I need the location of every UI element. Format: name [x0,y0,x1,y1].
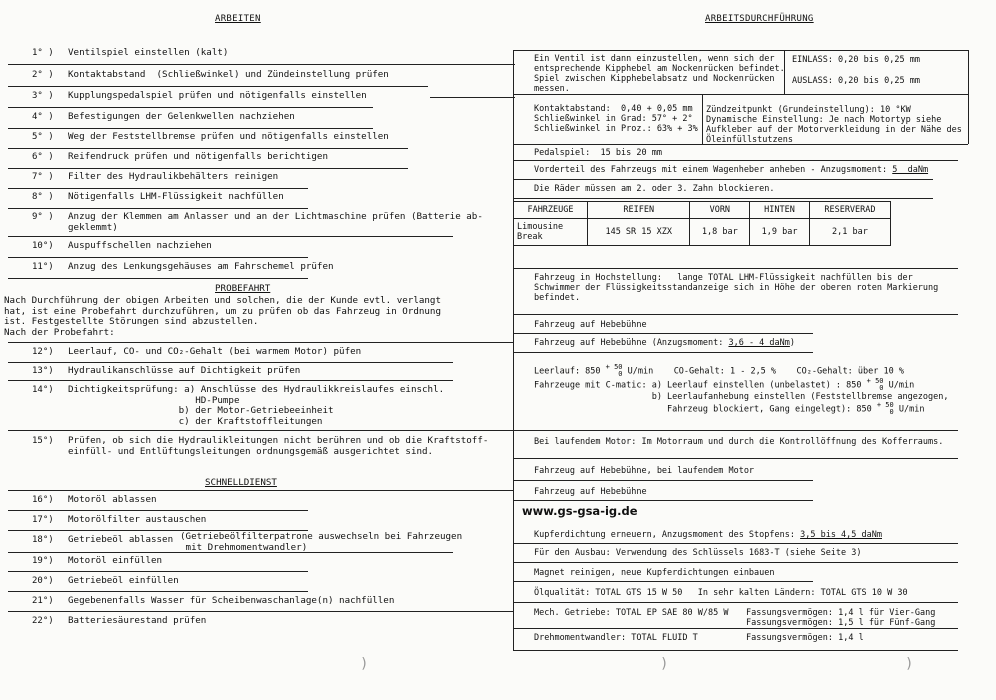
table-header: FAHRZEUGE [514,202,588,219]
task-text: Motoröl einfüllen [68,555,163,566]
task-text: Gegebenenfalls Wasser für Scheibenwaschanlage(n) nachfüllen [68,595,395,606]
table-header: VORN [690,202,750,219]
converter-capacity: Fassungsvermögen: 1,4 l [746,633,864,643]
copper-torque: 3,5 bis 4,5 daNm [800,530,882,540]
task-text: Motorölfilter austauschen [68,514,207,525]
divider [513,581,813,582]
task-number: 4° ) [32,112,54,122]
divider [8,510,308,511]
ignition-specs: Zündzeitpunkt (Grundeinstellung): 10 °KW Dynamische Einstellung: Je nach Motortyp siehe Aufkleber auf der Motorverkleidung in der Nähe des Öleinfüllstutzens [706,105,962,145]
task-number: 5° ) [32,132,54,142]
oil-quality-text: Ölqualität: TOTAL GTS 15 W 50 In sehr kalten Ländern: TOTAL GTS 10 W 30 [534,588,908,598]
task-number: 17°) [32,515,54,525]
task-number: 7° ) [32,172,54,182]
divider [784,50,785,94]
lhm-text: Fahrzeug in Hochstellung: lange TOTAL LHM-Flüssigkeit nachfüllen bis der Schwimmer der Flüssigkeitsstandanzeige sich in Höhe der oberen roten Markierung befindet. [534,273,939,303]
task-text: Hydraulikanschlüsse auf Dichtigkeit prüfen [68,365,301,376]
lift-text-2 [534,338,795,348]
divider [513,562,958,563]
task-text: Weg der Feststellbremse prüfen und nötigenfalls einstellen [68,131,389,142]
lift-text-4: Fahrzeug auf Hebebühne [534,487,647,497]
table-cell: 145 SR 15 XZX [587,219,690,246]
idle1-label: Leerlauf: 850 [534,366,606,377]
divider [513,333,813,334]
table-header: HINTEN [750,202,810,219]
jack-torque: 5 daNm [892,165,929,175]
divider [513,458,958,459]
divider [513,144,968,145]
task-number: 15°) [32,436,54,446]
idle2-rest: U/min [883,380,915,391]
jack-text [534,165,928,175]
task-number: 20°) [32,576,54,586]
right-frame-right [968,50,969,144]
header-arbeiten: ARBEITEN [215,14,261,24]
divider [8,591,308,592]
divider [513,628,958,629]
task-number: 2° ) [32,70,54,80]
probefahrt-title: PROBEFAHRT [215,283,271,294]
task-number: 19°) [32,556,54,566]
divider [8,430,453,431]
lift-text-3: Fahrzeug auf Hebebühne, bei laufendem Motor [534,466,755,476]
contact-specs: Kontaktabstand: 0,40 + 0,05 mm Schließwinkel in Grad: 57° + 2° Schließwinkel in Proz.: 63% + 3% [534,104,698,134]
task-number: 11°) [32,262,54,272]
table-header: REIFEN [587,202,690,219]
connector [453,490,513,491]
task18-note: (Getriebeölfilterpatrone auswechseln bei Fahrzeugen mit Drehmomentwandler) [180,531,463,553]
task-text: Nötigenfalls LHM-Flüssigkeit nachfüllen [68,191,284,202]
connector [305,64,515,65]
idle3-rest: U/min [893,404,925,415]
task-text: Getriebeöl ablassen [68,534,174,545]
divider [513,314,958,315]
task-text: Leerlauf, CO- und CO₂-Gehalt (bei warmem Motor) püfen [68,346,362,357]
divider [702,94,703,144]
task-number: 16°) [32,495,54,505]
divider [513,480,813,481]
task-text: Kupplungspedalspiel prüfen und nötigenfalls einstellen [68,90,367,101]
task-text: Anzug der Klemmen am Anlasser und an der Lichtmaschine prüfen (Batterie ab- geklemmt) [68,211,483,233]
divider [8,611,453,612]
divider [8,86,428,87]
copper-label: Kupferdichtung erneuern, Anzugsmoment des Stopfens: [534,530,801,540]
lift2-torque: 3,6 - 4 daNm [728,338,790,348]
idle2-tolerance: + 50 0 [866,377,884,392]
task-number: 9° ) [32,212,54,222]
task-text: Befestigungen der Gelenkwellen nachziehen [68,111,295,122]
divider [513,543,958,544]
table-cell: 1,9 bar [750,219,810,246]
removal-text: Für den Ausbau: Verwendung des Schlüssels 1683-T (siehe Seite 3) [534,548,862,558]
divider [513,430,958,431]
copper-seal-text [534,530,882,540]
divider [8,490,453,491]
divider [8,552,453,553]
idle1-rest: U/min CO-Gehalt: 1 - 2,5 % CO₂-Gehalt: über 10 % [622,366,904,377]
task-text: Auspuffschellen nachziehen [68,240,212,251]
magnet-text: Magnet reinigen, neue Kupferdichtungen einbauen [534,568,775,578]
divider [8,107,373,108]
divider [513,500,813,501]
divider [8,168,408,169]
task-number: 22°) [32,616,54,626]
divider [513,602,958,603]
divider [8,278,308,279]
task-number: 14°) [32,385,54,395]
lift2-close: ) [789,338,796,348]
idle1-tolerance: + 50 0 [605,363,623,378]
header-arbeitsdurchfuehrung: ARBEITSDURCHFÜHRUNG [705,14,814,24]
task-number: 10°) [32,241,54,251]
task-text: Anzug des Lenkungsgehäuses am Fahrschemel prüfen [68,261,334,272]
divider [8,208,308,209]
task-text: Getriebeöl einfüllen [68,575,179,586]
table-cell: 2,1 bar [809,219,890,246]
task-text: Motoröl ablassen [68,494,157,505]
task-number: 18°) [32,535,54,545]
schnelldienst-title: SCHNELLDIENST [205,477,277,488]
table-header: RESERVERAD [809,202,890,219]
punch-mark: ) [360,656,369,672]
valve-text: Ein Ventil ist dann einzustellen, wenn sich der entsprechende Kipphebel am Nockenrücken befindet. Spiel zwischen Kipphebelabsatz und Nockenrücken messen. [534,54,785,94]
lift-text-1: Fahrzeug auf Hebebühne [534,320,647,330]
divider [513,179,933,180]
task-text: Prüfen, ob sich die Hydraulikleitungen nicht berühren und ob die Kraftstoff- einfüll- und Entlüftungsleitungen ordnungsgemäß ausgerichtet sind. [68,435,489,457]
task-text: Filter des Hydraulikbehälters reinigen [68,171,279,182]
probefahrt-intro: Nach Durchführung der obigen Arbeiten und solchen, die der Kunde evtl. verlangt hat, ist eine Probefahrt durchzuführen, um zu prüfen ob das Fahrzeug in Ordnung ist. Festgestellte Störungen sind abzustellen. Nach der Probefahrt: [4,295,441,338]
engine-running-text: Bei laufendem Motor: Im Motorraum und durch die Kontrollöffnung des Kofferraums. [534,437,944,447]
idle-line-3 [534,392,949,416]
task-number: 13°) [32,366,54,376]
divider [8,342,453,343]
task-number: 1° ) [32,48,54,58]
divider [8,236,453,237]
connector [430,97,515,98]
idle3-tolerance: + 50 0 [876,401,894,416]
pedal-spec: Pedalspiel: 15 bis 20 mm [534,148,662,158]
divider [8,362,453,363]
divider [8,380,453,381]
divider [513,94,968,95]
divider [8,188,308,189]
task-number: 3° ) [32,91,54,101]
divider [513,160,958,161]
divider [513,198,933,199]
task-number: 6° ) [32,152,54,162]
connector [453,342,513,343]
einlass: EINLASS: 0,20 bis 0,25 mm [792,55,920,65]
task-text: Dichtigkeitsprüfung: a) Anschlüsse des Hydraulikkreislaufes einschl. HD-Pumpe b) der Motor-Getriebeeinheit c) der Kraftstoffleitungen [68,384,445,427]
gearbox-capacity: Fassungsvermögen: 1,4 l für Vier-Gang Fassungsvermögen: 1,5 l für Fünf-Gang [746,608,936,628]
divider [8,148,408,149]
table-cell: Limousine Break [514,219,588,246]
divider [513,268,958,269]
idle-line-1 [534,364,904,378]
task-text: Batteriesäurestand prüfen [68,615,207,626]
wheels-text: Die Räder müssen am 2. oder 3. Zahn blockieren. [534,184,775,194]
task-number: 8° ) [32,192,54,202]
punch-mark: ) [660,656,669,672]
auslass: AUSLASS: 0,20 bis 0,25 mm [792,76,920,86]
table-cell: 1,8 bar [690,219,750,246]
lift2-label: Fahrzeug auf Hebebühne (Anzugsmoment: [534,338,729,348]
task-number: 12°) [32,347,54,357]
idle3-label: b) Leerlaufanhebung einstellen (Feststellbremse angezogen, Fahrzeug blockiert, Gang eingelegt): 850 [651,392,949,415]
idle2-label: Fahrzeuge mit C-matic: a) Leerlauf einstellen (unbelastet) : 850 [534,380,867,391]
divider [8,128,373,129]
divider [513,352,813,353]
tire-pressure-table [513,201,891,246]
jack-label: Vorderteil des Fahrzeugs mit einem Wagenheber anheben - Anzugsmoment: [534,165,893,175]
task-text: Kontaktabstand (Schließwinkel) und Zündeinstellung prüfen [68,69,389,80]
right-frame-left [513,50,514,650]
task-text: Reifendruck prüfen und nötigenfalls berichtigen [68,151,328,162]
divider [513,50,968,51]
divider [8,257,308,258]
punch-mark: ) [905,656,914,672]
connector [453,430,513,431]
task-number: 21°) [32,596,54,606]
divider [8,571,308,572]
divider [513,650,958,651]
connector [453,611,513,612]
converter-oil-text: Drehmomentwandler: TOTAL FLUID T [534,633,698,643]
website-watermark: www.gs-gsa-ig.de [522,504,638,518]
gearbox-oil-text: Mech. Getriebe: TOTAL EP SAE 80 W/85 W [534,608,729,618]
idle-line-2 [534,378,914,392]
task-text: Ventilspiel einstellen (kalt) [68,47,229,58]
